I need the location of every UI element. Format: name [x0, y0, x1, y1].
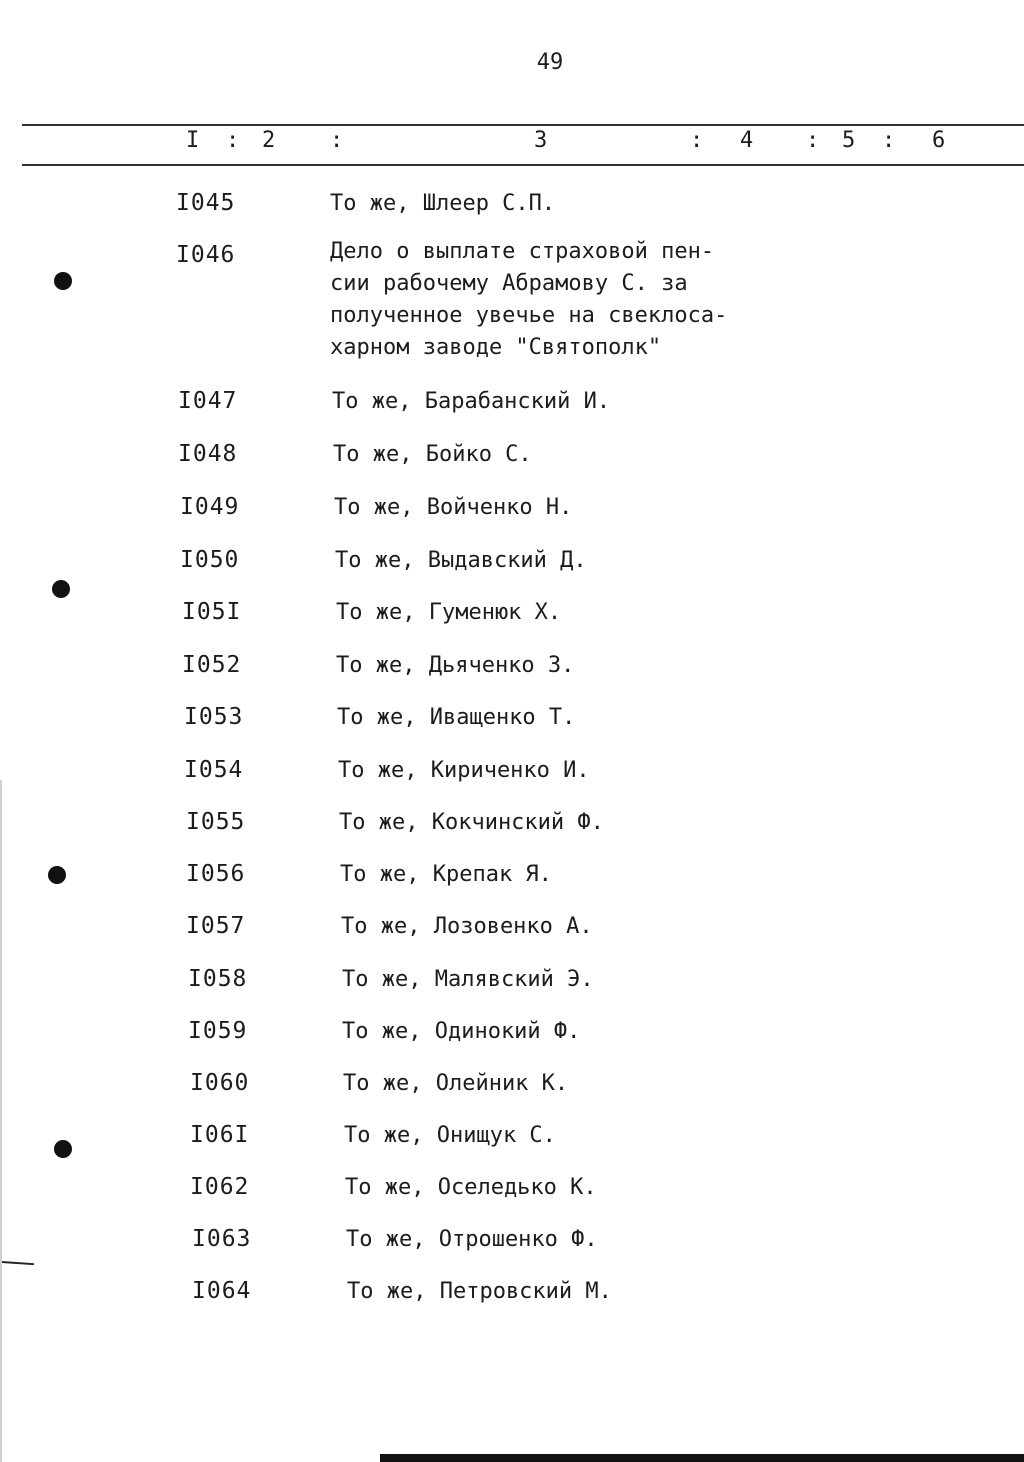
item-number: I06I	[190, 1122, 250, 1148]
item-number: I053	[184, 704, 244, 730]
scan-edge-left	[0, 780, 2, 1462]
scan-edge-bottom	[380, 1454, 1024, 1462]
item-description: То же, Гуменюк Х.	[336, 600, 562, 625]
item-number: I046	[176, 242, 236, 268]
item-description: Дело о выплате страховой пен- сии рабочему Абрамову С. за полученное увечье на свеклоса- харном заводе "Святополк"	[330, 239, 728, 360]
page-number: 49	[536, 50, 564, 75]
item-number: I056	[186, 861, 246, 887]
header-col-3: 3	[534, 128, 548, 153]
item-number: I063	[192, 1226, 252, 1252]
item-number: I050	[180, 547, 240, 573]
item-description: То же, Шлеер С.П.	[330, 191, 556, 216]
punch-hole	[54, 1140, 72, 1158]
item-number: I048	[178, 441, 238, 467]
item-description: То же, Бойко С.	[333, 442, 532, 467]
header-col-1: I	[186, 128, 200, 153]
header-col-4: 4	[740, 128, 754, 153]
item-description: То же, Кокчинский Ф.	[339, 810, 604, 835]
item-number: I059	[188, 1018, 248, 1044]
punch-hole	[48, 866, 66, 884]
item-description: То же, Кириченко И.	[338, 758, 590, 783]
item-description: То же, Онищук С.	[344, 1123, 556, 1148]
item-description: То же, Выдавский Д.	[335, 548, 587, 573]
item-description: То же, Лозовенко А.	[341, 914, 593, 939]
item-number: I05I	[182, 599, 242, 625]
header-sep-4: :	[806, 128, 820, 153]
header-col-2: 2	[262, 128, 276, 153]
item-description: То же, Оселедько К.	[345, 1175, 597, 1200]
item-description: То же, Петровский М.	[347, 1279, 612, 1304]
item-description: То же, Барабанский И.	[332, 389, 611, 414]
item-description: То же, Одинокий Ф.	[342, 1019, 581, 1044]
item-number: I057	[186, 913, 246, 939]
item-number: I049	[180, 494, 240, 520]
item-number: I055	[186, 809, 246, 835]
item-number: I045	[176, 190, 236, 216]
header-col-5: 5	[842, 128, 856, 153]
header-sep-3: :	[690, 128, 704, 153]
header-sep-5: :	[882, 128, 896, 153]
punch-hole	[54, 272, 72, 290]
item-description: То же, Отрошенко Ф.	[346, 1227, 598, 1252]
item-description: То же, Малявский Э.	[342, 967, 594, 992]
item-number: I052	[182, 652, 242, 678]
header-sep-1: :	[226, 128, 240, 153]
item-description: То же, Войченко Н.	[334, 495, 573, 520]
header-col-6: 6	[932, 128, 946, 153]
item-number: I064	[192, 1278, 252, 1304]
item-description: То же, Иващенко Т.	[337, 705, 576, 730]
header-sep-2: :	[330, 128, 344, 153]
item-description: То же, Дьяченко З.	[336, 653, 575, 678]
punch-hole	[52, 580, 70, 598]
item-number: I060	[190, 1070, 250, 1096]
item-number: I047	[178, 388, 238, 414]
item-number: I058	[188, 966, 248, 992]
item-description: То же, Олейник К.	[343, 1071, 569, 1096]
item-description: То же, Крепак Я.	[340, 862, 552, 887]
item-number: I062	[190, 1174, 250, 1200]
item-number: I054	[184, 757, 244, 783]
